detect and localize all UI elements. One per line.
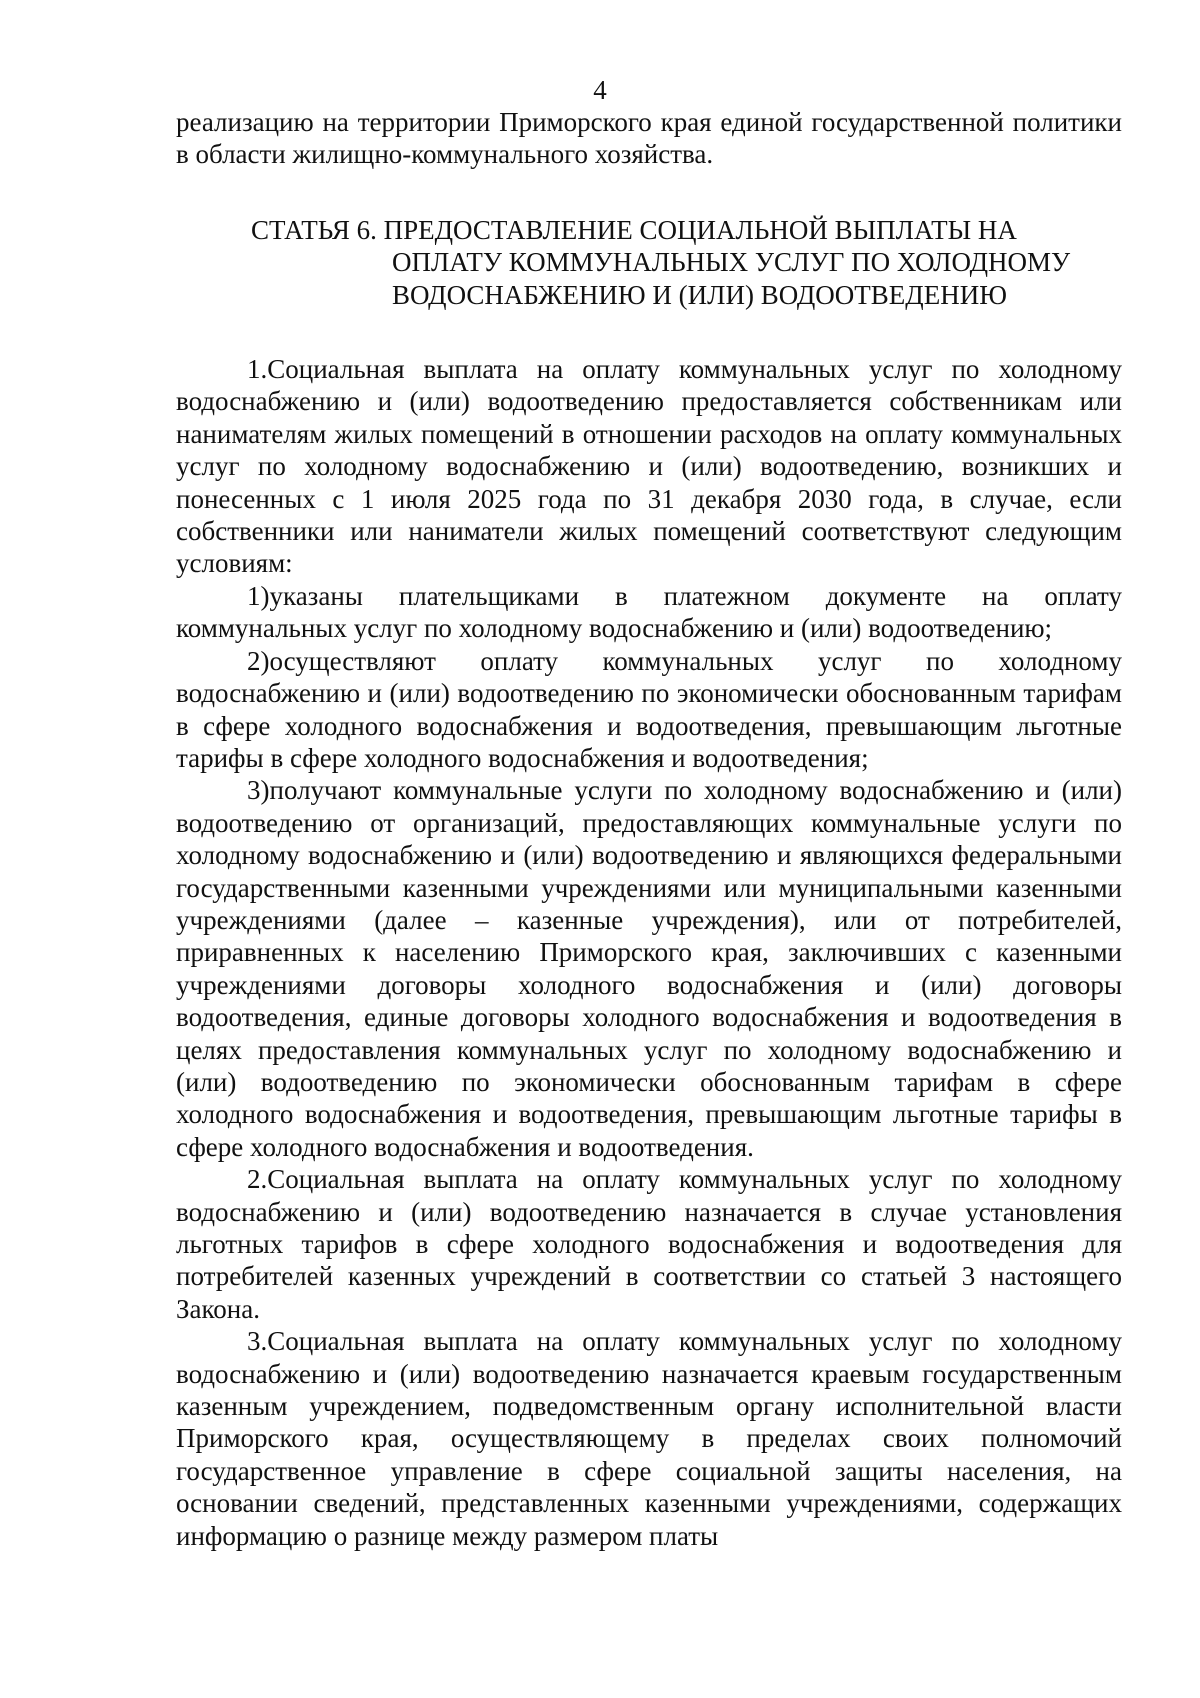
paragraph-1: 1.Социальная выплата на оплату коммунальных услуг по холодному водоснабжению и (или) водоотведению предоставляется собственникам или нанимателям жилых помещений в отношении расходов на оплату коммунальных услуг по холодному водоснабжению и (или) водоотведению, возникших и понесенных с 1 июля 2025 года по 31 декабря 2030 года, в случае, если собственники или наниматели жилых помещений соответствуют следующим условиям: [176,354,1122,579]
paragraph-3: 3.Социальная выплата на оплату коммунальных услуг по холодному водоснабжению и (или) водоотведению назначается краевым государственным казенным учреждением, подведомственным органу исполнительной власти Приморского края, осуществляющему в пределах своих полномочий государственное управление в сфере социальной защиты населения, на основании сведений, представленных казенными учреждениями, содержащих информацию о разнице между размером платы [176,1326,1122,1551]
article-title-line-2: ОПЛАТУ КОММУНАЛЬНЫХ УСЛУГ ПО ХОЛОДНОМУ [392,247,1071,278]
intro-paragraph: реализацию на территории Приморского края единой государственной политики в области жилищно-коммунального хозяйства. [176,107,1122,170]
article-title-line-3: ВОДОСНАБЖЕНИЮ И (ИЛИ) ВОДООТВЕДЕНИЮ [392,279,1007,310]
article-title-line-1: СТАТЬЯ 6. ПРЕДОСТАВЛЕНИЕ СОЦИАЛЬНОЙ ВЫПЛАТЫ НА [251,214,1017,245]
page-number: 4 [593,75,607,105]
subitem-2: 2)осуществляют оплату коммунальных услуг по холодному водоснабжению и (или) водоотведению по экономически обоснованным тарифам в сфере холодного водоснабжения и водоотведения, превышающим льготные тарифы в сфере холодного водоснабжения и водоотведения; [176,645,1122,773]
article-title [176,214,1122,311]
document-body [176,106,1122,1552]
subitem-3: 3)получают коммунальные услуги по холодному водоснабжению и (или) водоотведению от организаций, предоставляющих коммунальные услуги по холодному водоснабжению и (или) водоотведению и являющихся федеральными государственными казенными учреждениями или муниципальными казенными учреждениями (далее – казенные учреждения), или от потребителей, приравненных к населению Приморского края, заключивших с казенными учреждениями договоры холодного водоснабжения и (или) договоры водоотведения, единые договоры холодного водоснабжения и водоотведения в целях предоставления коммунальных услуг по холодному водоснабжению и (или) водоотведению по экономически обоснованным тарифам в сфере холодного водоснабжения и водоотведения, превышающим льготные тарифы в сфере холодного водоснабжения и водоотведения. [176,775,1122,1162]
paragraph-2: 2.Социальная выплата на оплату коммунальных услуг по холодному водоснабжению и (или) водоотведению назначается в случае установления льготных тарифов в сфере холодного водоснабжения и водоотведения для потребителей казенных учреждений в соответствии со статьей 3 настоящего Закона. [176,1164,1122,1324]
subitem-1: 1)указаны плательщиками в платежном документе на оплату коммунальных услуг по холодному водоснабжению и (или) водоотведению; [176,580,1122,644]
